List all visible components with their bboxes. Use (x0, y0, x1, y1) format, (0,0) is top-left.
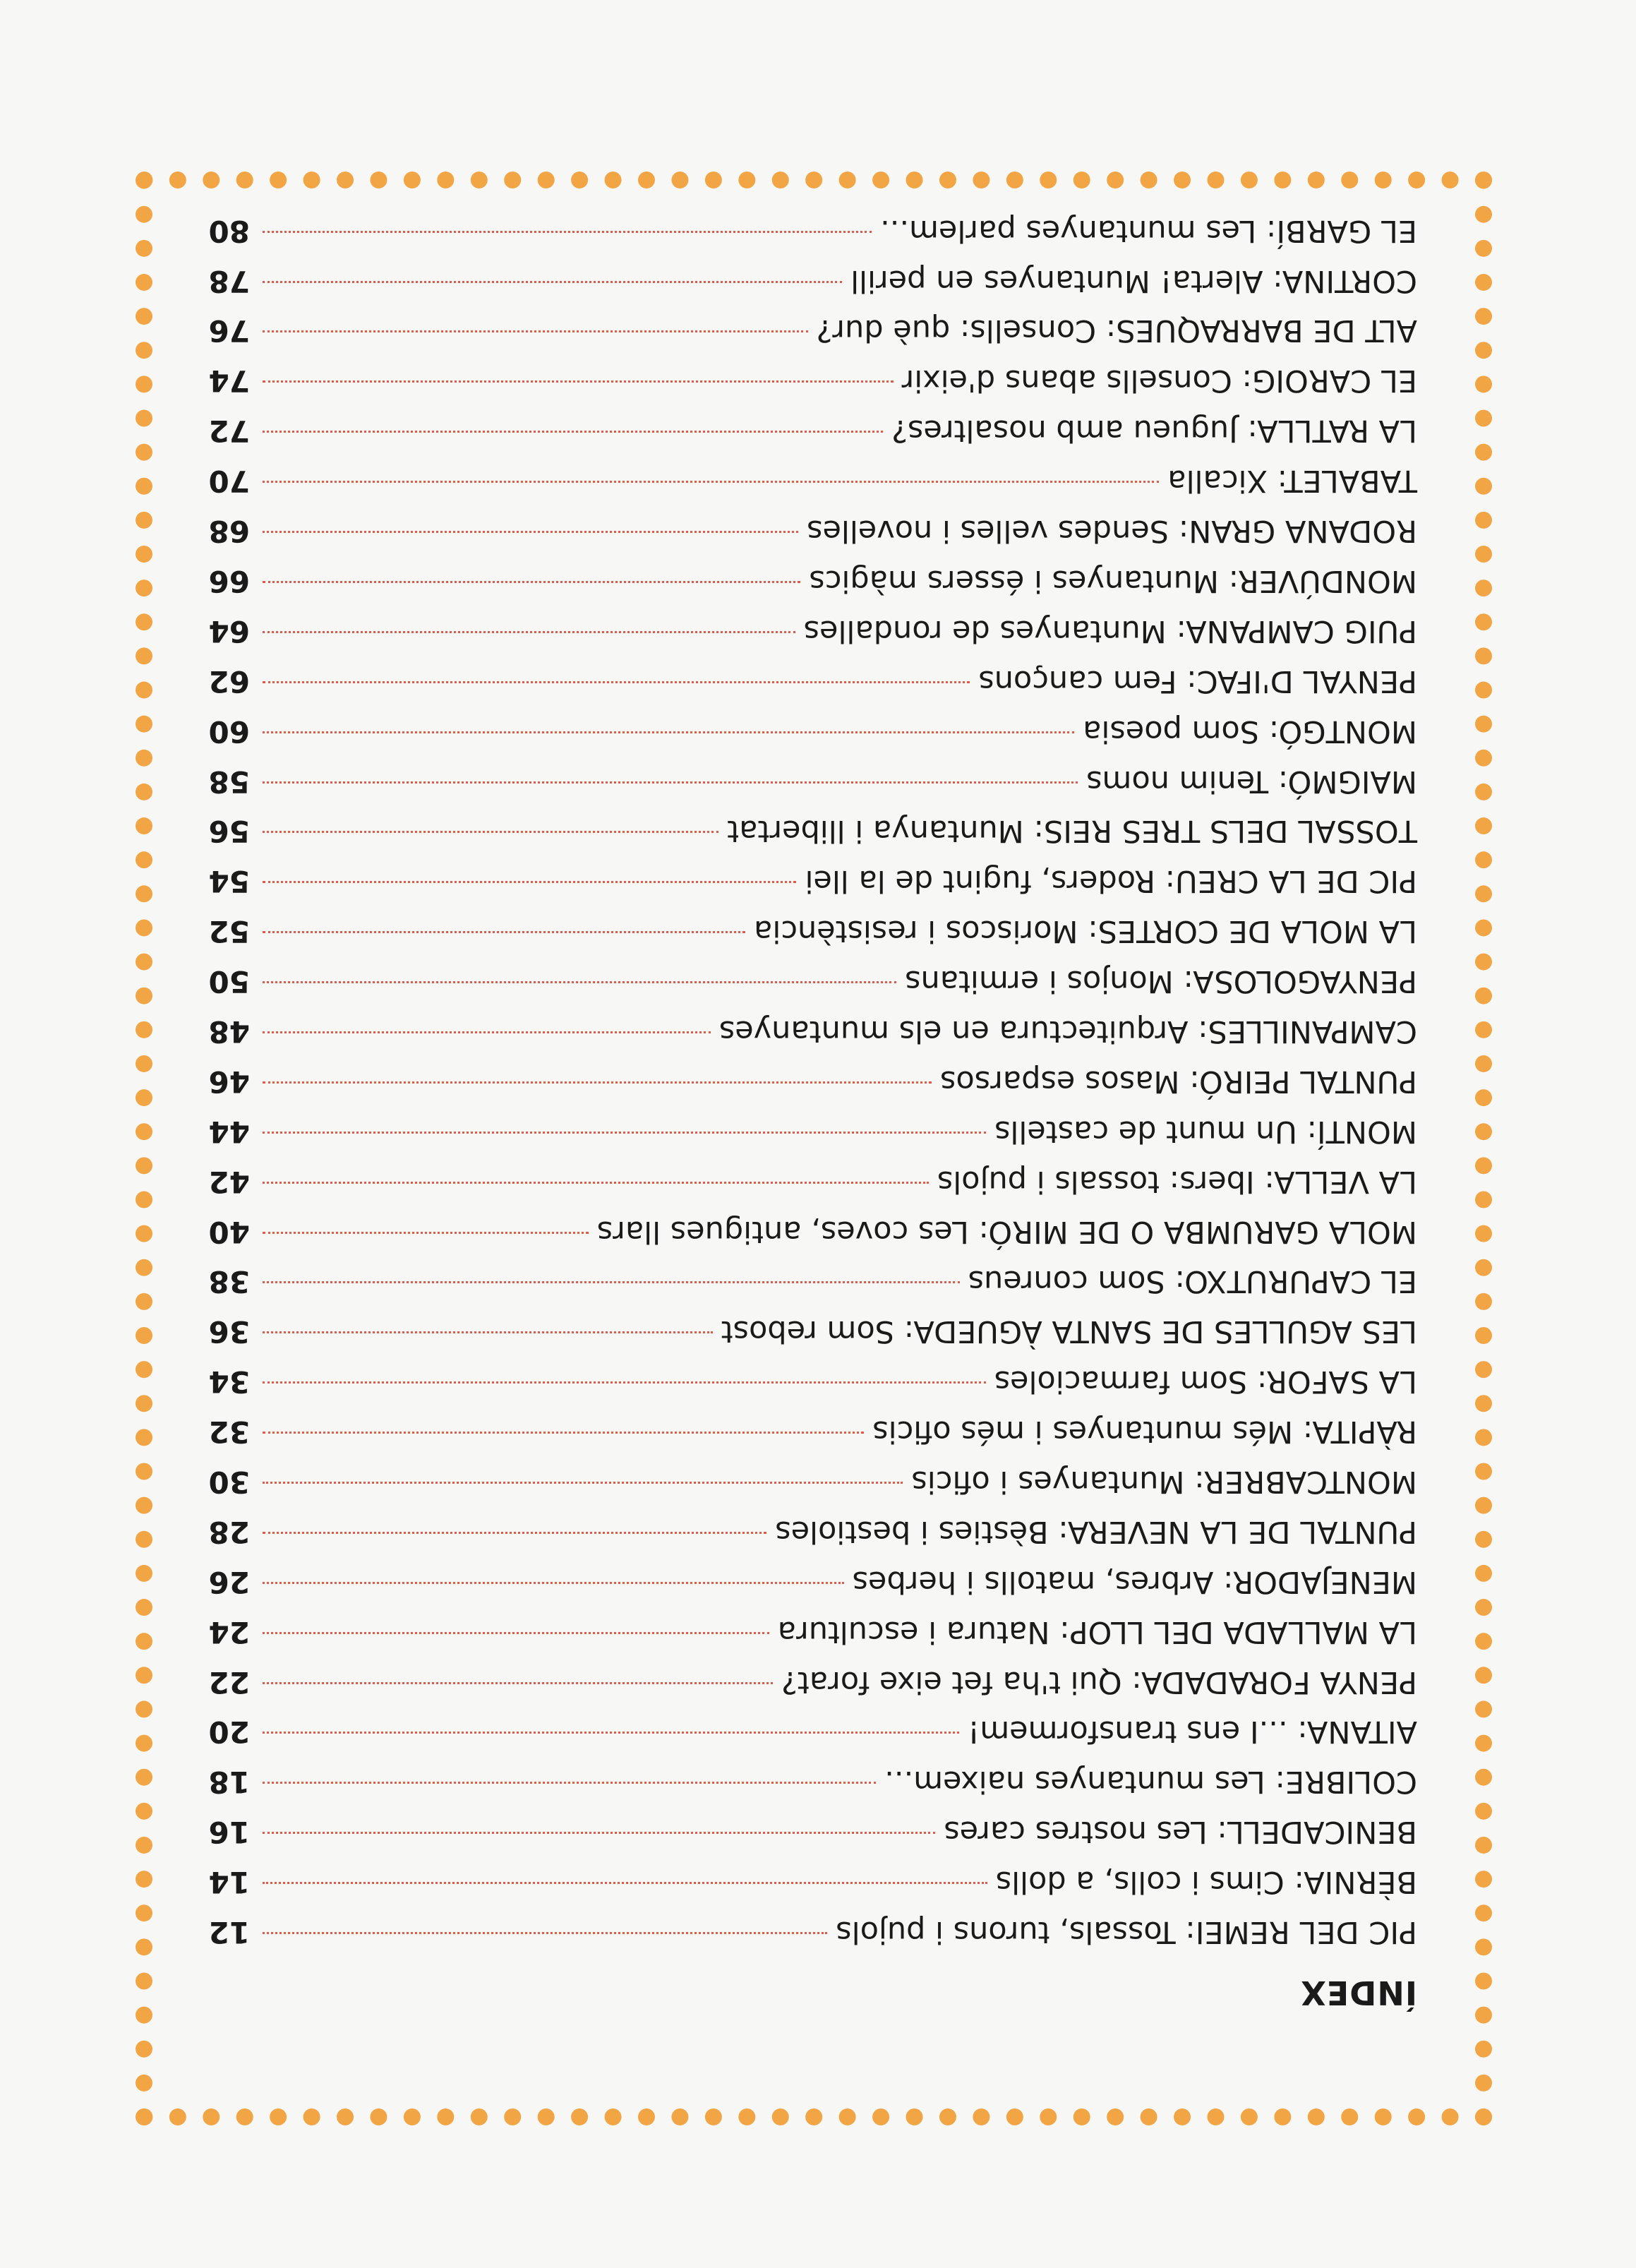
index-entry (209, 306, 1417, 356)
entry-page-number: 42 (208, 1164, 250, 1199)
dot-leader (263, 631, 795, 633)
entry-page-number: 18 (208, 1765, 250, 1800)
entry-label: LA RATLLA: Jugueu amb nosaltres? (891, 413, 1417, 449)
index-title: ÍNDEX (1300, 1974, 1417, 2012)
index-entry (209, 856, 1417, 906)
index-entry (209, 1106, 1417, 1156)
entry-label: EL GARBÍ: Les muntanyes parlem... (880, 212, 1417, 248)
entry-label: PUNTAL DE LA NEVERA: Bèsties i bestioles (775, 1513, 1417, 1549)
entry-page-number: 40 (208, 1214, 250, 1249)
index-entry (209, 1056, 1417, 1106)
entry-page-number: 48 (208, 1014, 250, 1049)
entry-page-number: 66 (208, 563, 250, 599)
dot-leader (263, 731, 1074, 733)
index-entry (209, 956, 1417, 1006)
entry-label: TOSSAL DELS TRES REIS: Muntanya i llibertat (727, 813, 1417, 849)
entry-page-number: 52 (208, 914, 250, 949)
dot-leader (263, 1432, 864, 1434)
entry-page-number: 26 (208, 1564, 250, 1600)
entry-page-number: 74 (208, 364, 250, 399)
index-entry (209, 1556, 1417, 1607)
entry-page-number: 30 (208, 1464, 250, 1499)
entry-page-number: 24 (208, 1614, 250, 1650)
dot-leader (263, 231, 872, 233)
entry-label: MONTGÓ: Som poesia (1083, 713, 1417, 749)
index-entry (209, 405, 1417, 455)
entry-page-number: 70 (208, 464, 250, 499)
index-entry (209, 205, 1417, 256)
entry-label: BENICADELL: Les nostres cares (944, 1814, 1417, 1850)
dot-leader (263, 581, 800, 583)
index-entry (209, 1156, 1417, 1206)
index-entry (209, 1806, 1417, 1856)
entry-page-number: 28 (208, 1514, 250, 1549)
index-entry (209, 1707, 1417, 1757)
index-entry (209, 1607, 1417, 1657)
entry-page-number: 60 (208, 714, 250, 749)
entry-label: CAMPANILLES: Arquitectura en els muntanyes (718, 1013, 1417, 1049)
entry-label: PUIG CAMPANA: Muntanyes de rondalles (803, 613, 1417, 649)
index-entry (209, 1256, 1417, 1307)
entry-label: COLIBRE: Les muntanyes naixem... (884, 1764, 1417, 1800)
index-entry (209, 1006, 1417, 1056)
entry-page-number: 44 (208, 1114, 250, 1149)
entry-label: CORTINA: Alerta! Muntanyes en perill (850, 263, 1417, 299)
dot-leader (263, 1281, 960, 1283)
entry-page-number: 54 (208, 864, 250, 899)
dot-leader (263, 1081, 932, 1084)
dot-leader (263, 1582, 844, 1584)
dot-leader (263, 481, 1159, 483)
entry-page-number: 22 (208, 1664, 250, 1700)
index-entries-list (209, 205, 1417, 1957)
index-entry (209, 706, 1417, 756)
entry-label: PUNTAL PEIRÓ: Masos esparsos (940, 1063, 1417, 1099)
entry-label: MAIGMÓ: Tenim noms (1086, 763, 1417, 799)
entry-page-number: 20 (208, 1715, 250, 1750)
dot-leader (263, 881, 797, 883)
index-entry (209, 806, 1417, 856)
dot-leader (263, 781, 1078, 784)
entry-page-number: 76 (208, 313, 250, 349)
entry-page-number: 46 (208, 1064, 250, 1099)
entry-page-number: 62 (208, 664, 250, 699)
index-entry (209, 756, 1417, 806)
entry-label: MONTÍ: Un munt de castells (994, 1113, 1417, 1149)
entry-label: MOLA GARUMBA O DE MIRÓ: Les coves, antigues llars (596, 1213, 1417, 1249)
dot-leader (263, 1932, 827, 1934)
dot-leader (263, 1132, 986, 1134)
entry-label: LA MOLA DE CORTES: Moriscos i resistència (754, 913, 1417, 949)
index-entry (209, 1506, 1417, 1556)
entry-label: MONTCABRER: Muntanyes i oficis (911, 1463, 1417, 1499)
dot-leader (263, 681, 970, 683)
dot-leader (263, 1532, 766, 1534)
entry-label: BÈRNIA: Cims i colls, a dolls (995, 1864, 1417, 1900)
entry-page-number: 68 (208, 514, 250, 549)
dot-leader (263, 1031, 711, 1033)
entry-label: PENYAGOLOSA: Monjos i ermitans (905, 964, 1417, 1000)
entry-label: EL CAROIG: Consells abans d'eixir (901, 363, 1417, 399)
dot-leader (263, 931, 745, 933)
entry-label: LA VELLA: Ibers: tossals i pujols (937, 1163, 1417, 1199)
entry-page-number: 56 (208, 814, 250, 849)
dot-leader (263, 531, 798, 533)
index-entry (209, 256, 1417, 306)
index-entry (209, 356, 1417, 406)
index-entry (209, 1856, 1417, 1907)
entry-page-number: 80 (208, 213, 250, 248)
dot-leader (263, 1482, 903, 1484)
dot-leader (263, 1682, 773, 1684)
entry-page-number: 78 (208, 263, 250, 299)
index-entry (209, 1356, 1417, 1406)
entry-page-number: 12 (208, 1915, 250, 1950)
index-entry (209, 1406, 1417, 1456)
dot-leader (263, 431, 883, 433)
entry-label: LA MALLADA DEL LLOP: Natura i escultura (777, 1614, 1417, 1650)
entry-label: AITANA: ...I ens transformem! (968, 1714, 1417, 1750)
entry-label: EL CAPURUTXO: Som conreus (968, 1264, 1417, 1300)
dot-leader (263, 1632, 769, 1634)
index-entry (209, 906, 1417, 956)
index-entry (209, 1657, 1417, 1707)
index-entry (209, 656, 1417, 706)
entry-page-number: 36 (208, 1314, 250, 1350)
entry-page-number: 32 (208, 1415, 250, 1450)
index-entry (209, 1907, 1417, 1957)
entry-page-number: 64 (208, 613, 250, 649)
entry-page-number: 50 (208, 964, 250, 1000)
index-entry (209, 606, 1417, 656)
entry-label: PIC DEL REMEI: Tossals, turons i pujols (836, 1914, 1417, 1950)
entry-label: PENYA FORADADA: Qui t'ha fet eixe forat? (781, 1664, 1417, 1700)
entry-label: MONDÚVER: Muntanyes i éssers màgics (809, 563, 1417, 599)
entry-label: PENYAL D'IFAC: Fem cançons (978, 663, 1417, 699)
entry-page-number: 34 (208, 1364, 250, 1400)
entry-page-number: 72 (208, 414, 250, 449)
index-entry (209, 556, 1417, 606)
index-entry (209, 505, 1417, 556)
entry-page-number: 16 (208, 1815, 250, 1850)
entry-label: PIC DE LA CREU: Roders, fugint de la llei (805, 863, 1417, 899)
dot-leader (263, 1331, 713, 1333)
entry-label: RODANA GRAN: Sendes velles i novelles (807, 513, 1417, 549)
dot-leader (263, 1832, 935, 1834)
entry-label: LES AGULLES DE SANTA ÀGUEDA: Som rebost (721, 1314, 1417, 1350)
entry-label: RÀPITA: Més muntanyes i més oficis (872, 1414, 1417, 1450)
entry-page-number: 58 (208, 764, 250, 799)
entry-label: ALT DE BARRAQUES: Consells: què dur? (816, 313, 1417, 349)
index-entry (209, 1206, 1417, 1256)
dot-leader (263, 981, 896, 983)
index-content (209, 205, 1417, 2017)
dot-leader (263, 1182, 929, 1184)
index-entry (209, 455, 1417, 505)
dot-leader (263, 1232, 589, 1234)
index-entry (209, 1756, 1417, 1806)
dot-leader (263, 1782, 876, 1784)
dot-leader (263, 1732, 959, 1734)
dot-leader (263, 281, 842, 283)
index-entry (209, 1306, 1417, 1356)
dot-leader (263, 831, 718, 833)
entry-page-number: 14 (208, 1865, 250, 1900)
dot-leader (263, 380, 894, 383)
entry-page-number: 38 (208, 1264, 250, 1300)
entry-label: TABALET: Xicalla (1167, 463, 1417, 499)
entry-label: MENEJADOR: Arbres, matolls i herbes (852, 1564, 1417, 1600)
entry-label: LA SAFOR: Som farmacioles (994, 1364, 1417, 1400)
dot-leader (263, 1381, 986, 1384)
dot-leader (263, 331, 808, 333)
dot-leader (263, 1882, 987, 1884)
index-entry (209, 1456, 1417, 1506)
